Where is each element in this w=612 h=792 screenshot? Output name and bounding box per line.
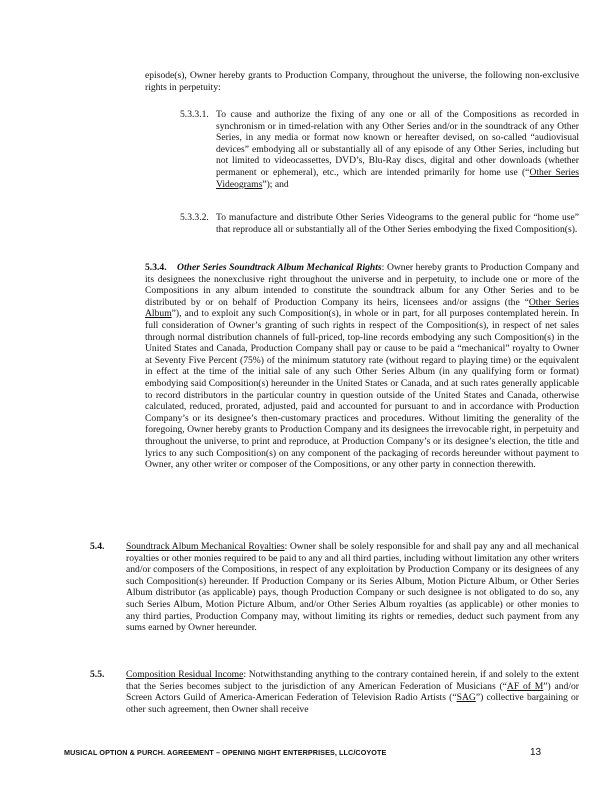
clause-number: 5.3.3.1. (180, 109, 209, 120)
clause-5-3-3-1 (180, 109, 579, 190)
defined-term: SAG (456, 692, 476, 704)
section-body: Composition Residual Income: Notwithstanding anything to the contrary contained herein, if and solely to the extent that the Series becomes subject to the jurisdiction of any American Federation of Musicians (“AF of M”) and/or Screen Actors Guild of America-American Federation of Television Radio Artists (“SAG”) collective bargaining or other such agreement, then Owner shall receive (126, 669, 579, 715)
clause-5-3-3-2 (180, 212, 579, 235)
clause-5-3-4: 5.3.4. Other Series Soundtrack Album Mechanical Rights: Owner hereby grants to Production Company and its designees the nonexclusive right throughout the universe and in perpetuity, to include one or more of the Compositions in any album intended to constitute the soundtrack album for any Other Series and to be distributed by or on behalf of Production Company its heirs, licensees and/or assigns (the “Other Series Album”), and to exploit any such Composition(s), in whole or in part, for all purposes contemplated herein. In full consideration of Owner’s granting of such rights in respect of the Composition(s), in respect of net sales through normal distribution channels of full-priced, top-line records embodying any such Composition(s) in the United States and Canada, Production Company shall pay or cause to be paid a “mechanical” royalty to Owner at Seventy Five Percent (75%) of the minimum statutory rate (without regard to playing time) or the equivalent in effect at the time of the initial sale of any such Other Series Album (in any qualifying form or format) embodying said Composition(s) hereunder in the United States or Canada, and at such rates generally applicable to record distributors in the particular country in question outside of the United States and Canada, otherwise calculated, reduced, prorated, adjusted, paid and accounted for pursuant to and in accordance with Production Company’s or its designee’s then-customary practices and procedures. Without limiting the generality of the foregoing, Owner hereby grants to Production Company and its designees the irrevocable right, in perpetuity and throughout the universe, to print and reproduce, at Production Company’s or its designee’s election, the title and lyrics to any such Composition(s) on any component of the packaging of records hereunder without payment to Owner, any other writer or composer of the Compositions, or any other party in connection therewith. (145, 262, 580, 471)
section-heading: Soundtrack Album Mechanical Royalties (126, 541, 285, 552)
clause-number: 5.3.3.2. (180, 212, 209, 223)
intro-paragraph (145, 70, 579, 93)
section-body: Soundtrack Album Mechanical Royalties: Owner shall be solely responsible for and shall pay any and all mechanical royalties or other monies required to be paid to any and all third parties, including without limitation any other writers and/or composers of the Compositions, in respect of any exploitation by Production Company or its designees of any such Composition(s) hereunder. If Production Company or its Series Album, Motion Picture Album, or Other Series Album distributor (as applicable) pays, though Production Company or such designee is not obligated to do so, any such Series Album, Motion Picture Album, and/or Other Series Album royalties (as applicable) or other monies to any third parties, Production Company may, without limiting its rights or remedies, deduct such payment from any sums earned by Owner hereunder. (126, 541, 579, 634)
defined-term: AF of M (506, 680, 544, 692)
section-5-5 (90, 669, 579, 715)
page-number: 13 (530, 747, 542, 758)
defined-term: Other Series Album (145, 296, 579, 320)
defined-term: Other Series Videograms (216, 166, 579, 190)
clause-heading: Other Series Soundtrack Album Mechanical Rights (177, 262, 382, 273)
clause-number: 5.3.4. (145, 262, 167, 273)
section-number: 5.4. (90, 541, 105, 552)
clause-body: To cause and authorize the fixing of any one or all of the Compositions as recorded in synchronism or in timed-relation with any Other Series and/or in the soundtrack of any Other Series, in any media or format now known or hereafter devised, on so-called “audiovisual devices” embodying all or substantially all of any episode of any Other Series, including but not limited to videocassettes, DVD’s, Blu-Ray discs, digital and other downloads (whether permanent or ephemeral), etc., which are intended primarily for home use (“Other Series Videograms”); and (216, 109, 579, 190)
footer-title: MUSICAL OPTION & PURCH. AGREEMENT – OPENING NIGHT ENTERPRISES, LLC/COYOTE (64, 748, 387, 757)
section-5-4 (90, 541, 579, 634)
section-number: 5.5. (90, 669, 105, 680)
intro-text: episode(s), Owner hereby grants to Production Company, throughout the universe, the following non-exclusive rights in perpetuity: (145, 70, 579, 93)
section-heading: Composition Residual Income (126, 669, 244, 680)
clause-body: To manufacture and distribute Other Series Videograms to the general public for “home use” that reproduce all or substantially all of the Other Series embodying the fixed Composition(s). (216, 212, 579, 235)
